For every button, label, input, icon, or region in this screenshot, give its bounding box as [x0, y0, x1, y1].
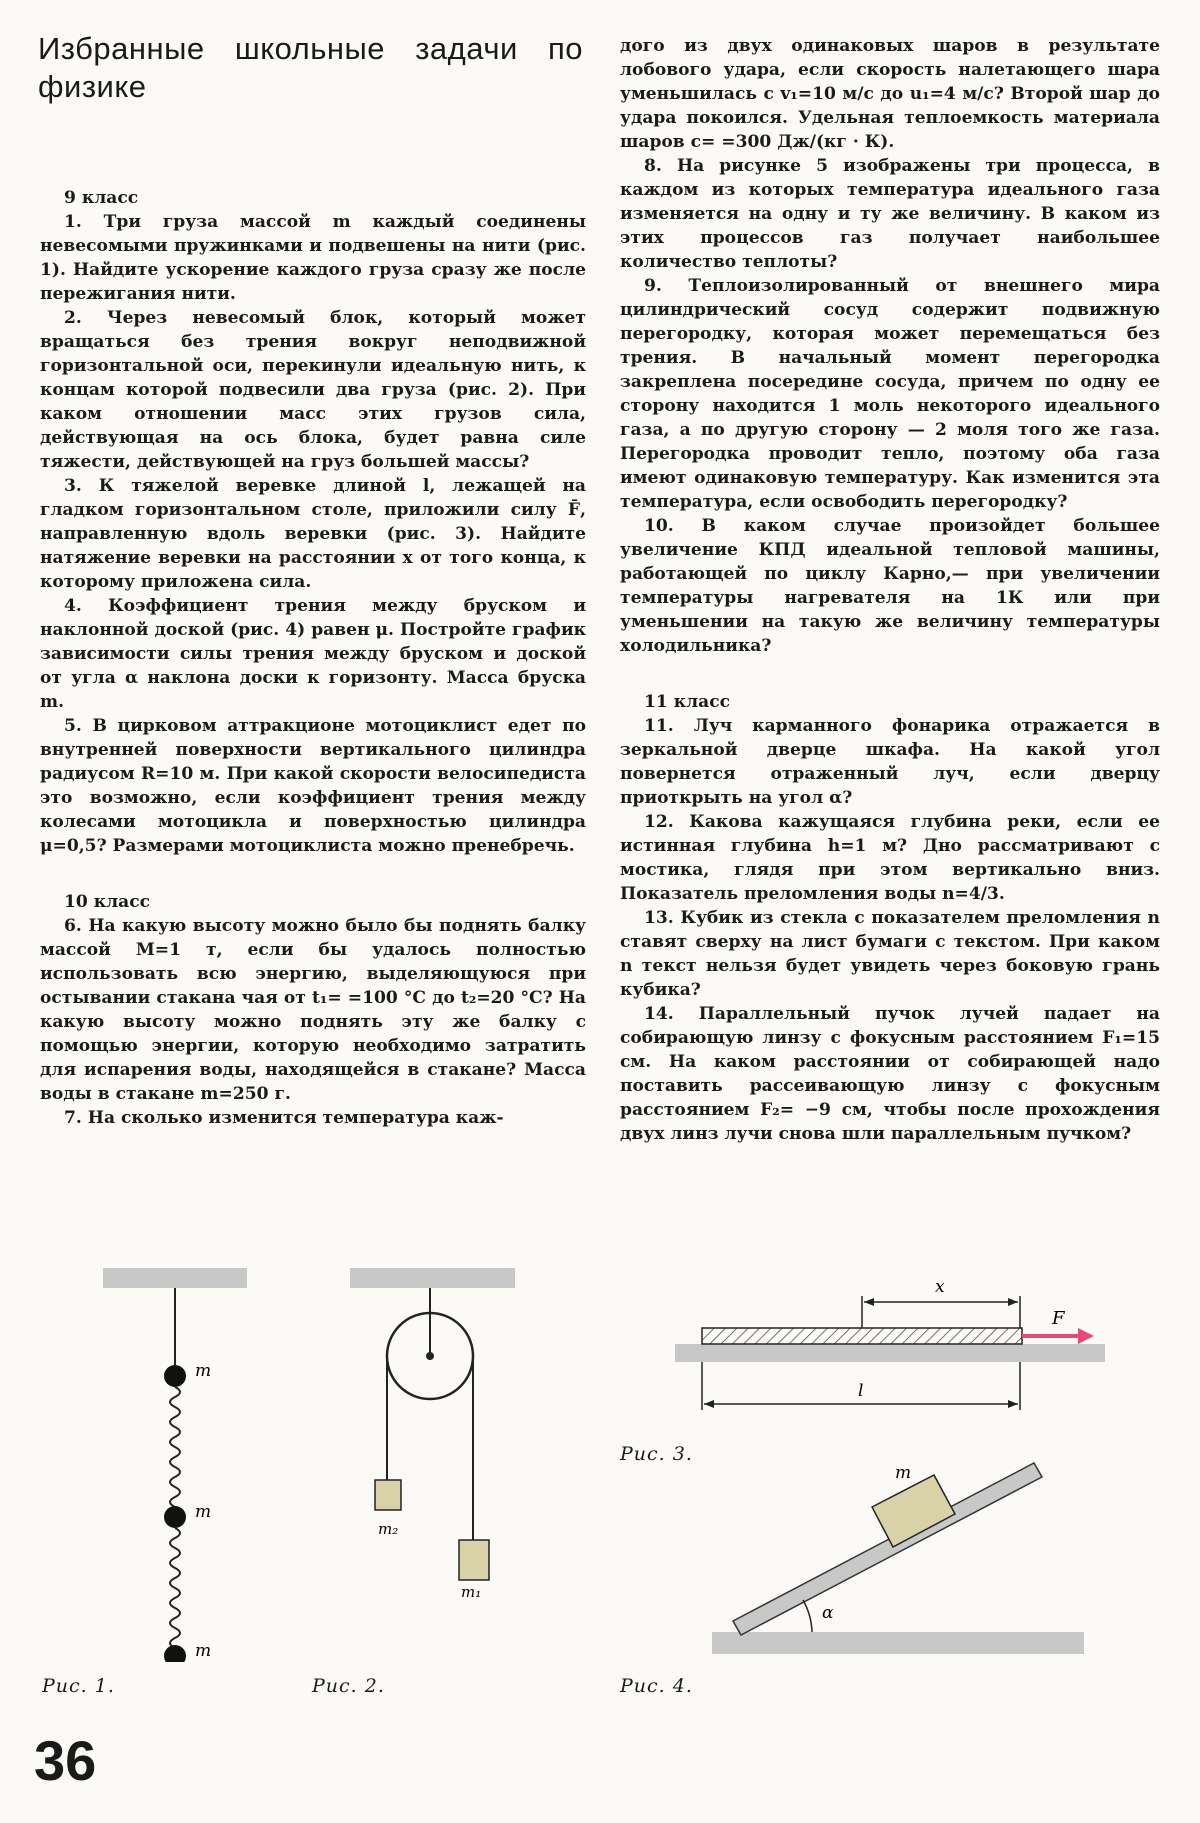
task-8: 8. На рисунке 5 изображены три процесса, в каждом из которых температура идеального газа изменяется на одну и ту же величину. В каком из этих процессов газ получает наибольшее количество теплоты?: [620, 156, 1160, 272]
weight-m2: [375, 1480, 401, 1510]
left-column: [40, 186, 586, 1130]
figure-1-springs: [95, 1262, 265, 1662]
angle-arc: [803, 1600, 812, 1632]
task-9: 9. Теплоизолированный от внешнего мира цилиндрический сосуд содержит подвижную перегородку, которая может перемещаться без трения. В начальный момент перегородка закреплена посередине сосуда, причем по одну ее сторону находится 1 моль некоторого идеального газа, а по другую сторону — 2 моля того же газа. Перегородка проводит тепло, поэтому оба газа имеют одинаковую температуру. Как изменится эта температура, если освободить перегородку?: [620, 276, 1160, 512]
label-m1: m₁: [461, 1583, 482, 1601]
label-x: x: [935, 1277, 945, 1297]
figure-3-caption: Рис. 3.: [620, 1443, 693, 1465]
task-10: 10. В каком случае произойдет большее увеличение КПД идеальной тепловой машины, работающей по циклу Карно,— при увеличении температуры нагревателя на 1К или при уменьшении на такую же величину температуры холодильника?: [620, 516, 1160, 656]
mass-ball-bottom: [164, 1645, 186, 1662]
task-4: 4. Коэффициент трения между бруском и наклонной доской (рис. 4) равен μ. Постройте график зависимости силы трения между бруском и доской от угла α наклона доски к горизонту. Масса бруска m.: [40, 596, 586, 712]
figure-2-pulley: [345, 1262, 520, 1602]
mass-label-3: m: [195, 1641, 212, 1661]
force-arrowhead: [1078, 1328, 1094, 1344]
task-2: 2. Через невесомый блок, который может вращаться без трения вокруг неподвижной горизонтальной оси, перекинули идеальную нить, к концам которой подвесили два груза (рис. 2). При каком отношении масс этих грузов сила, действующая на ось блока, будет равна силе тяжести, действующей на груз большей массы?: [40, 308, 586, 472]
figure-4-incline: [700, 1440, 1110, 1665]
pulley-axle: [426, 1352, 434, 1360]
ground: [712, 1632, 1084, 1654]
task-7-continuation: дого из двух одинаковых шаров в результате лобового удара, если скорость налетающего шара уменьшилась с v₁=10 м/с до u₁=4 м/с? Второй шар до удара покоился. Удельная теплоемкость материала шаров c= =300 Дж/(кг · К).: [620, 36, 1160, 152]
article-title: Избранные школьные задачи по физике: [38, 31, 583, 104]
label-F: F: [1052, 1308, 1065, 1329]
mass-ball-top: [164, 1365, 186, 1387]
table-surface: [675, 1344, 1105, 1362]
figure-3-rope: [670, 1270, 1110, 1430]
inclined-board: [733, 1463, 1042, 1635]
task-14: 14. Параллельный пучок лучей падает на собирающую линзу с фокусным расстоянием F₁=15 см. На каком расстоянии от собирающей надо поставить рассеивающую линзу с фокусным расстоянием F₂= −9 см, чтобы после прохождения двух линз лучи снова шли параллельным пучком?: [620, 1004, 1160, 1144]
block: [872, 1475, 955, 1547]
mass-ball-middle: [164, 1506, 186, 1528]
figure-1-caption: Рис. 1.: [42, 1675, 115, 1697]
task-5: 5. В цирковом аттракционе мотоциклист едет по внутренней поверхности вертикального цилиндра радиусом R=10 м. При какой скорости велосипедиста это возможно, если коэффициент трения между колесами мотоцикла и поверхностью цилиндра μ=0,5? Размерами мотоциклиста можно пренебречь.: [40, 716, 586, 856]
page-number: 36: [34, 1729, 97, 1792]
weight-m1: [459, 1540, 489, 1580]
task-13: 13. Кубик из стекла с показателем преломления n ставят сверху на лист бумаги с текстом. При каком n текст нельзя будет увидеть через боковую грань кубика?: [620, 908, 1160, 1000]
label-m: m: [895, 1463, 912, 1483]
spring-lower: [170, 1528, 180, 1648]
label-alpha: α: [822, 1603, 834, 1623]
task-1: 1. Три груза массой m каждый соединены невесомыми пружинками и подвешены на нити (рис. 1). Найдите ускорение каждого груза сразу же после пережигания нити.: [40, 212, 586, 304]
section-heading-11: 11 класс: [644, 692, 731, 712]
label-l: l: [858, 1381, 864, 1401]
figure-2-caption: Рис. 2.: [312, 1675, 385, 1697]
task-6: 6. На какую высоту можно было бы поднять балку массой M=1 т, если бы удалось полностью использовать всю энергию, выделяющуюся при остывании стакана чая от t₁= =100 °С до t₂=20 °С? На какую высоту можно поднять эту же балку с помощью энергии, которую необходимо затратить для испарения воды, находящейся в стакане? Масса воды в стакане m=250 г.: [40, 916, 586, 1104]
rope: [702, 1328, 1022, 1344]
task-7-start: 7. На сколько изменится температура каж-: [64, 1108, 504, 1128]
ceiling: [350, 1268, 515, 1288]
label-m2: m₂: [378, 1520, 399, 1538]
section-heading-9: 9 класс: [64, 188, 139, 208]
task-11: 11. Луч карманного фонарика отражается в зеркальной дверце шкафа. На какой угол повернется отраженный луч, если дверцу приоткрыть на угол α?: [620, 716, 1160, 808]
right-column: [620, 34, 1160, 1146]
task-3: 3. К тяжелой веревке длиной l, лежащей на гладком горизонтальном столе, приложили силу F̄, направленную вдоль веревки (рис. 3). Найдите натяжение веревки на расстоянии x от того конца, к которому приложена сила.: [40, 476, 586, 592]
spring-upper: [170, 1387, 180, 1507]
mass-label-2: m: [195, 1502, 212, 1522]
figure-4-caption: Рис. 4.: [620, 1675, 693, 1697]
mass-label-1: m: [195, 1361, 212, 1381]
ceiling: [103, 1268, 247, 1288]
task-12: 12. Какова кажущаяся глубина реки, если ее истинная глубина h=1 м? Дно рассматривают с мостика, глядя при этом вертикально вниз. Показатель преломления воды n=4/3.: [620, 812, 1160, 904]
section-heading-10: 10 класс: [64, 892, 151, 912]
